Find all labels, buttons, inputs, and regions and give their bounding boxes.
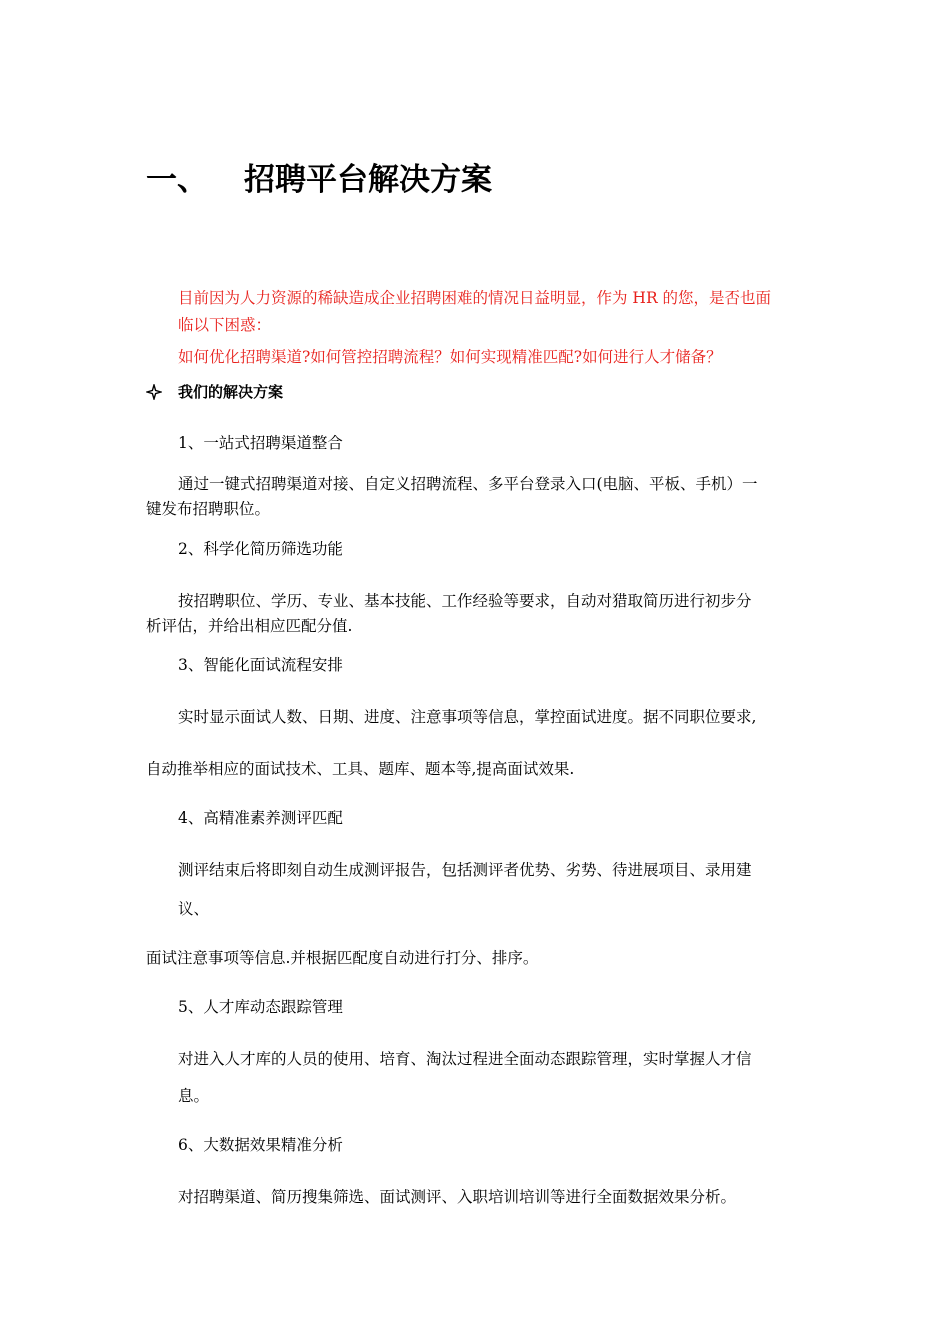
section-title-4: 4、高精准素养测评匹配 [178,809,343,827]
section-body-1-line-1: 通过一键式招聘渠道对接、自定义招聘流程、多平台登录入口(电脑、平板、手机）一 [178,475,758,493]
section-title-3: 3、智能化面试流程安排 [178,656,343,674]
section-body-5-line-2: 息。 [178,1087,210,1105]
section-body-3-line-2: 自动推举相应的面试技术、工具、题库、题本等,提高面试效果. [146,760,575,778]
section-body-5-line-1: 对进入人才库的人员的使用、培育、淘汰过程进全面动态跟踪管理，实时掌握人才信 [178,1050,752,1068]
section-title-1: 1、一站式招聘渠道整合 [178,434,343,452]
section-body-2-line-1: 按招聘职位、学历、专业、基本技能、工作经验等要求，自动对猎取简历进行初步分 [178,592,752,610]
solutions-heading: 我们的解决方案 [178,383,284,401]
intro-line-2: 临以下困惑： [178,316,272,334]
four-point-star-icon [146,384,162,400]
section-title-6: 6、大数据效果精准分析 [178,1136,343,1154]
section-title-2: 2、科学化简历筛选功能 [178,540,343,558]
section-body-4-line-1: 测评结束后将即刻自动生成测评报告，包括测评者优势、劣势、待进展项目、录用建 [178,861,752,879]
heading-number: 一、 [146,162,208,198]
section-body-4-line-2: 议、 [178,900,210,918]
section-title-5: 5、人才库动态跟踪管理 [178,998,343,1016]
intro-line-1: 目前因为人力资源的稀缺造成企业招聘困难的情况日益明显，作为 HR 的您，是否也面 [178,289,772,307]
section-body-1-line-2: 键发布招聘职位。 [146,500,271,518]
section-body-4-line-3: 面试注意事项等信息.并根据匹配度自动进行打分、排序。 [146,949,539,967]
section-body-2-line-2: 析评估，并给出相应匹配分值. [146,617,353,635]
section-body-3-line-1: 实时显示面试人数、日期、进度、注意事项等信息，掌控面试进度。据不同职位要求, [178,708,757,726]
page-title: 招聘平台解决方案 [244,162,492,198]
intro-questions: 如何优化招聘渠道?如何管控招聘流程？如何实现精准匹配?如何进行人才储备？ [178,348,722,366]
section-body-6-line-1: 对招聘渠道、简历搜集筛选、面试测评、入职培训培训等进行全面数据效果分析。 [178,1188,737,1206]
